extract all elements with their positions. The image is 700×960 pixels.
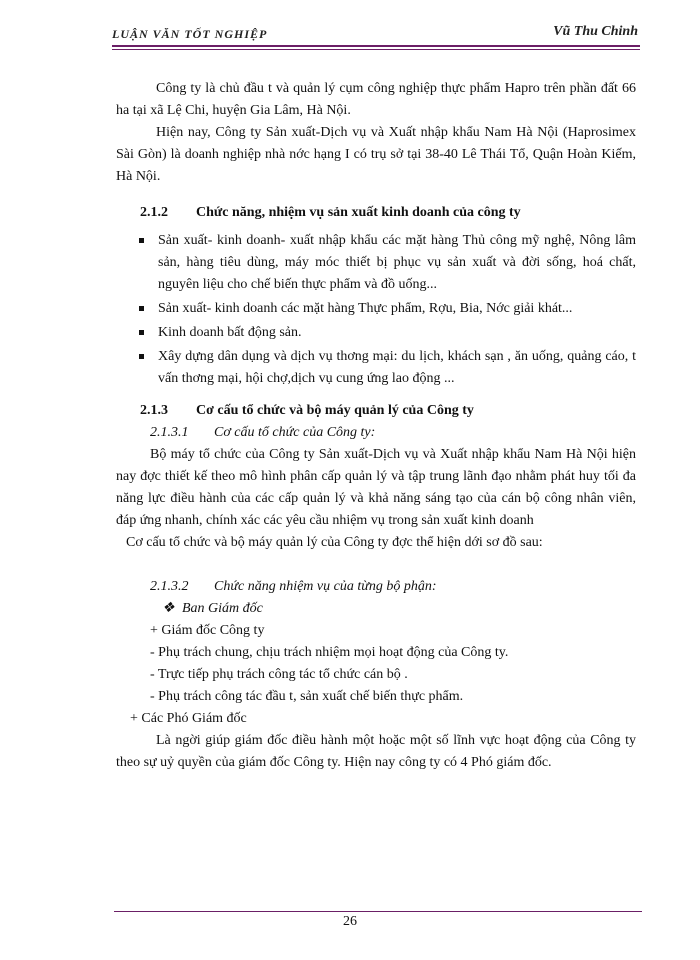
paragraph-diagram-intro: Cơ cấu tổ chức và bộ máy quản lý của Công ty đợc thể hiện dới sơ đồ sau: [126, 535, 543, 550]
section-heading-2-1-3-1: 2.1.3.1 Cơ cấu tổ chức của Công ty: [150, 425, 376, 440]
header-thesis-title: LUẬN VĂN TỐT NGHIỆP [112, 27, 268, 41]
square-bullet-icon [139, 306, 144, 311]
section-heading-2-1-3-2: 2.1.3.2 Chức năng nhiệm vụ của từng bộ phận: [150, 579, 437, 594]
paragraph-investor: Công ty là chủ đầu t và quản lý cụm công nghiệp thực phẩm Hapro trên phần đất 66 ha tại xã Lệ Chi, huyện Gia Lâm, Hà Nội. [116, 81, 636, 118]
header-rule [112, 45, 640, 47]
list-item: Sản xuất- kinh doanh- xuất nhập khẩu các mặt hàng Thủ công mỹ nghệ, Nông lâm sản, hàng tiêu dùng, máy móc thiết bị phục vụ sản xuất và đời sống, hoá chất, nguyên liệu cho chế biến thực phẩm và đồ uống... [116, 230, 636, 296]
deputy-directors-heading: + Các Phó Giám đốc [130, 711, 247, 726]
paragraph-deputy-role: Là ngời giúp giám đốc điều hành một hoặc một số lĩnh vực hoạt động của Công ty theo sự uỷ quyền của giám đốc Công ty. Hiện nay công ty có 4 Phó giám đốc. [116, 733, 636, 770]
diamond-bullet-icon: ❖ [162, 601, 175, 616]
section-heading-2-1-3: 2.1.3 Cơ cấu tổ chức và bộ máy quản lý của Công ty [140, 403, 474, 418]
list-item: Kinh doanh bất động sản. [116, 322, 636, 344]
page-body [116, 78, 636, 774]
business-activities-list [116, 230, 636, 390]
director-heading: + Giám đốc Công ty [150, 623, 265, 638]
board-of-directors-heading: ❖ Ban Giám đốc [162, 598, 636, 620]
header-rule-thin [112, 49, 640, 50]
duty-item: - Phụ trách công tác đầu t, sản xuất chế biến thực phẩm. [150, 689, 464, 704]
duty-item: - Trực tiếp phụ trách công tác tổ chức cán bộ . [150, 667, 408, 682]
square-bullet-icon [139, 330, 144, 335]
paragraph-company-status: Hiện nay, Công ty Sản xuất-Dịch vụ và Xuất nhập khẩu Nam Hà Nội (Haprosimex Sài Gòn) là doanh nghiệp nhà nớc hạng I có trụ sở tại 38-40 Lê Thái Tổ, Quận Hoàn Kiếm, Hà Nội. [116, 125, 636, 184]
footer-rule [114, 911, 642, 912]
page-number: 26 [343, 914, 357, 929]
section-heading-2-1-2: 2.1.2 Chức năng, nhiệm vụ sản xuất kinh doanh của công ty [140, 205, 521, 220]
paragraph-org-structure: Bộ máy tổ chức của Công ty Sản xuất-Dịch vụ và Xuất nhập khẩu Nam Hà Nội hiện nay đợc thiết kế theo mô hình phân cấp quản lý và tập trung lãnh đạo nhằm phát huy tối đa năng lực điều hành của các cấp quản lý và khả năng sáng tạo của cán bộ công nhân viên, đáp ứng nhanh, chính xác các yêu cầu nhiệm vụ trong sản xuất kinh doanh [116, 447, 636, 528]
duty-item: - Phụ trách chung, chịu trách nhiệm mọi hoạt động của Công ty. [150, 645, 509, 660]
square-bullet-icon [139, 238, 144, 243]
list-item: Xây dựng dân dụng và dịch vụ thơng mại: du lịch, khách sạn , ăn uống, quảng cáo, t vấn thơng mại, hội chợ,dịch vụ cung ứng lao động ... [116, 346, 636, 390]
square-bullet-icon [139, 354, 144, 359]
header-author-name: Vũ Thu Chinh [553, 24, 638, 39]
list-item: Sản xuất- kinh doanh các mặt hàng Thực phẩm, Rợu, Bia, Nớc giải khát... [116, 298, 636, 320]
